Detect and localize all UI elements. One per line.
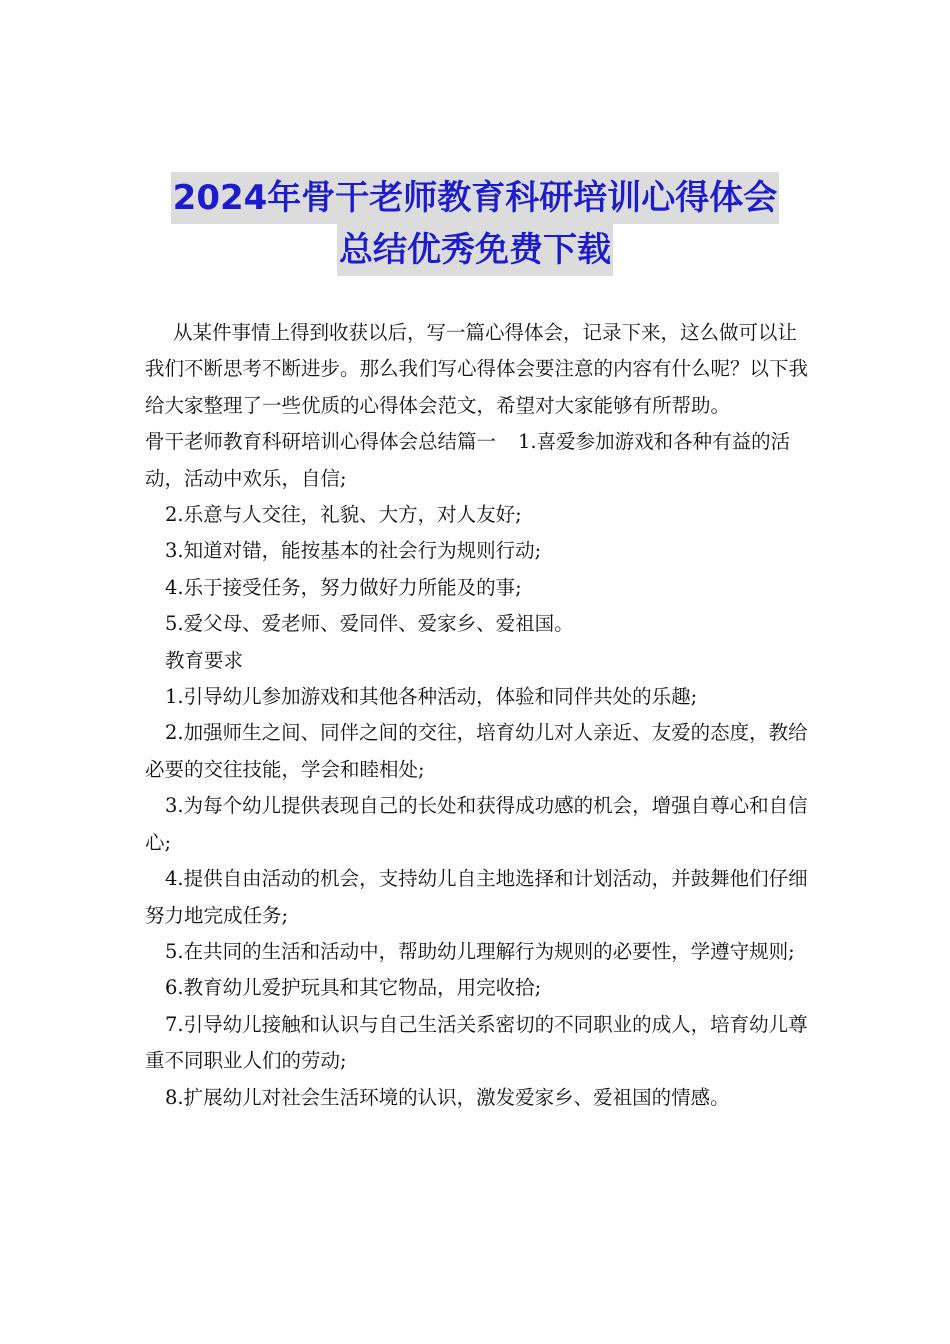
goal-item-4: 4.乐于接受任务，努力做好力所能及的事; [165,575,522,599]
section-heading: 骨干老师教育科研培训心得体会总结篇一 [145,430,497,454]
requirement-item-5: 5.在共同的生活和活动中，帮助幼儿理解行为规则的必要性，学遵守规则; [165,939,795,963]
requirements-heading: 教育要求 [165,648,244,672]
goal-item-3: 3.知道对错，能按基本的社会行为规则行动; [165,539,542,563]
goal-item-5: 5.爱父母、爱老师、爱同伴、爱家乡、爱祖国。 [165,612,574,636]
requirement-item-3: 3.为每个幼儿提供表现自己的长处和获得成功感的机会，增强自尊心和自信心; [145,794,808,854]
section-paragraph [145,424,810,497]
goal-item-2: 2.乐意与人交往，礼貌、大方，对人友好; [165,503,522,527]
requirement-item-2: 2.加强师生之间、同伴之间的交往，培育幼儿对人亲近、友爱的态度，教给必要的交往技能，学会和睦相处; [145,721,808,781]
requirement-item-7: 7.引导幼儿接触和认识与自己生活关系密切的不同职业的成人，培育幼儿尊重不同职业人们的劳动; [145,1012,808,1073]
requirement-item-1: 1.引导幼儿参加游戏和其他各种活动，体验和同伴共处的乐趣; [165,685,698,709]
goal-item-1: 1.喜爱参加游戏和各种有益的活动，活动中欢乐，自信; [145,430,791,490]
requirement-item-8: 8.扩展幼儿对社会生活环境的认识，激发爱家乡、爱祖国的情感。 [165,1085,730,1109]
title-line-2: 总结优秀免费下载 [337,224,613,276]
intro-paragraph: 从某件事情上得到收获以后，写一篇心得体会，记录下来，这么做可以让我们不断思考不断进步。那么我们写心得体会要注意的内容有什么呢？以下我给大家整理了一些优质的心得体会范文，希望对大家能够有所帮助。 [145,321,809,417]
title-line-1: 2024年骨干老师教育科研培训心得体会 [171,172,780,224]
document-title [0,172,950,276]
requirement-item-6: 6.教育幼儿爱护玩具和其它物品，用完收拾; [165,976,542,1000]
requirement-item-4: 4.提供自由活动的机会，支持幼儿自主地选择和计划活动，并鼓舞他们仔细努力地完成任务; [145,867,808,927]
document-body [145,315,810,1116]
